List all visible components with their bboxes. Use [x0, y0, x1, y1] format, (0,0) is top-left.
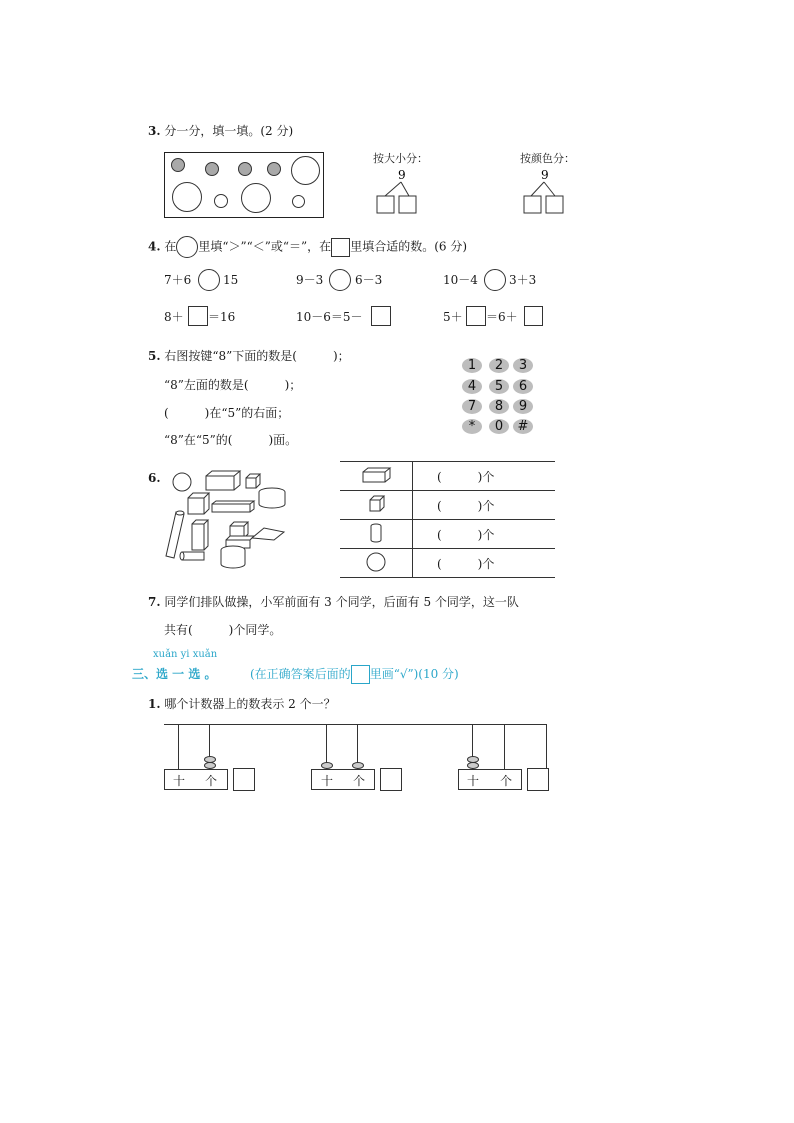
answer-box[interactable] [466, 306, 486, 326]
key-4: 4 [462, 379, 482, 394]
small-circle [214, 194, 228, 208]
ones-label: 个 [500, 774, 513, 788]
key-5: 5 [489, 379, 509, 394]
by-color-label: 按颜色分： [520, 152, 575, 165]
table-row [340, 520, 555, 549]
q5-line2: “8”左面的数是( )； [164, 378, 302, 392]
tens-label: 十 [467, 774, 480, 788]
key-9: 9 [513, 399, 533, 414]
q5-line3: ( )在“5”的右面； [164, 406, 290, 420]
sec3-instruction: (在正确答案后面的 里画“√”)(10 分) [250, 665, 459, 684]
abacus-base [164, 769, 228, 790]
color-total-9: 9 [541, 168, 549, 182]
q7-line2: 共有( )个同学。 [164, 623, 282, 637]
count-cell[interactable]: ( )个 [413, 549, 556, 578]
split-tree-color [518, 166, 578, 218]
tens-label: 十 [173, 774, 186, 788]
box-symbol-icon [351, 665, 370, 684]
answer-box[interactable] [524, 306, 543, 326]
q5-line4: “8”在“5”的( )面。 [164, 433, 298, 447]
key-0: 0 [489, 419, 509, 434]
sphere-icon [365, 551, 387, 573]
q3-circles-box [164, 152, 324, 218]
answer-box[interactable] [524, 196, 541, 213]
cuboid-icon [206, 471, 240, 490]
q4-expr: 3＋3 [509, 273, 537, 287]
sphere-icon [173, 473, 191, 491]
answer-box[interactable] [377, 196, 394, 213]
ones-label: 个 [205, 774, 218, 788]
q4-expr: 9－3 [296, 273, 324, 287]
sec3-title: 三、选 一 选 。 [132, 667, 217, 681]
answer-box[interactable] [188, 306, 208, 326]
cylinder-icon [182, 552, 204, 560]
cylinder-icon [166, 512, 184, 558]
phone-keypad [462, 358, 538, 438]
bead [467, 762, 479, 769]
split-tree-size [372, 166, 432, 218]
prism-icon [252, 528, 284, 540]
cube-icon [246, 474, 260, 488]
key-3: 3 [513, 358, 533, 373]
q7-line1: 7. 同学们排队做操，小军前面有 3 个同学，后面有 5 个同学，这一队 [148, 595, 519, 609]
count-cell[interactable]: ( )个 [413, 520, 556, 549]
small-gray-circle [205, 162, 219, 176]
cuboid-icon [192, 520, 208, 550]
big-circle [172, 182, 202, 212]
abacus-3 [458, 724, 522, 790]
cylinder-icon [368, 522, 384, 544]
s1-question: 1. 哪个计数器上的数表示 2 个一？ [148, 697, 336, 711]
key-star: * [462, 419, 482, 434]
q4-expr: ＝6＋ [486, 310, 518, 324]
q4-expr: 7＋6 [164, 273, 192, 287]
answer-box[interactable] [546, 196, 563, 213]
size-total-9: 9 [398, 168, 406, 182]
q4-expr: ＝16 [208, 310, 236, 324]
small-gray-circle [267, 162, 281, 176]
q4-expr: 5＋ [443, 310, 463, 324]
q4-expr: 6－3 [355, 273, 383, 287]
ones-label: 个 [353, 774, 366, 788]
answer-box[interactable] [527, 768, 549, 791]
small-circle [292, 195, 305, 208]
bead [352, 762, 364, 769]
q4-expr: 10－6＝5－ [296, 310, 363, 324]
big-circle [291, 156, 320, 185]
count-cell[interactable]: ( )个 [413, 491, 556, 520]
by-size-label: 按大小分： [373, 152, 428, 165]
abacus-base [311, 769, 375, 790]
q4-expr: 10－4 [443, 273, 478, 287]
big-circle [241, 183, 271, 213]
table-row [340, 462, 555, 491]
q6-count-table [340, 461, 555, 578]
q5-line1: 5. 右图按键“8”下面的数是( )； [148, 349, 350, 363]
cuboid-icon [358, 466, 394, 484]
key-hash: # [513, 419, 533, 434]
key-7: 7 [462, 399, 482, 414]
q6-solids-picture [160, 468, 298, 572]
key-8: 8 [489, 399, 509, 414]
answer-box[interactable] [371, 306, 391, 326]
box-symbol-icon [331, 238, 350, 257]
q4-expr: 15 [223, 273, 239, 287]
small-gray-circle [171, 158, 185, 172]
cube-icon [188, 493, 209, 514]
compare-circle[interactable] [329, 269, 351, 291]
q4-expr: 8＋ [164, 310, 184, 324]
key-1: 1 [462, 358, 482, 373]
key-2: 2 [489, 358, 509, 373]
answer-box[interactable] [233, 768, 255, 791]
count-cell[interactable]: ( )个 [413, 462, 556, 491]
bead [321, 762, 333, 769]
abacus-base [458, 769, 522, 790]
answer-box[interactable] [399, 196, 416, 213]
table-row [340, 491, 555, 520]
key-6: 6 [513, 379, 533, 394]
table-row [340, 549, 555, 578]
q6-num: 6. [148, 471, 161, 485]
q3-title: 3. 分一分，填一填。(2 分) [148, 124, 294, 138]
q4-title: 4. 在 里填“＞”“＜”或“＝”，在 里填合适的数。(6 分) [148, 236, 467, 258]
bead [204, 762, 216, 769]
tens-label: 十 [321, 774, 334, 788]
cuboid-icon [212, 501, 254, 512]
circle-symbol-icon [176, 236, 198, 258]
answer-box[interactable] [380, 768, 402, 791]
small-gray-circle [238, 162, 252, 176]
sec3-pinyin: xuǎn yi xuǎn [153, 649, 218, 660]
abacus-2 [311, 724, 375, 790]
cube-icon [366, 494, 386, 514]
compare-circle[interactable] [198, 269, 220, 291]
abacus-1 [164, 724, 228, 790]
compare-circle[interactable] [484, 269, 506, 291]
